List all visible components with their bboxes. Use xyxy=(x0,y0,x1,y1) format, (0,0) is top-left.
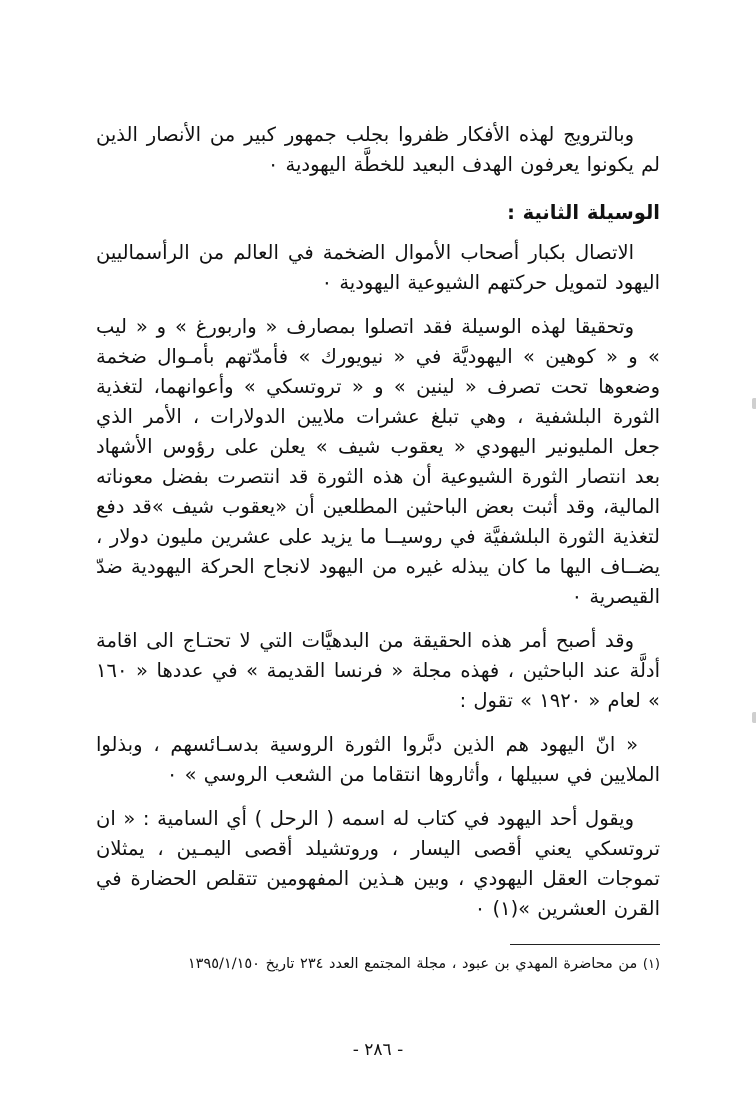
footnote-divider xyxy=(510,944,660,945)
page-edge-mark-bottom xyxy=(752,712,756,723)
blockquote-magazine: « انّ اليهود هم الذين دبَّروا الثورة الروسية بدسـائسهم ، وبذلوا الملايين في سبيلها ، وأثاروها انتقاما من الشعب الروسي » ٠ xyxy=(96,733,660,786)
footnote xyxy=(96,953,660,976)
section-heading-second-means: الوسيلة الثانية : xyxy=(507,201,660,224)
paragraph-banks-funding: وتحقيقا لهذه الوسيلة فقد اتصلوا بمصارف « واربورغ » و « ليب » و « كوهين » اليهوديَّة في « نيويورك » فأمدّتهم بأمـوال ضخمة وضعوها تحت تصرف « لينين » و « تروتسكي » وأعوانهما، لتغذية الثورة البلشفية ، وهي تبلغ عشرات ملايين الدولارات ، الأمر الذي جعل المليونير اليهودي « يعقوب شيف » يعلن على رؤوس الأشهاد بعد انتصار الثورة الشيوعية أن هذه الثورة قد انتصرت بفضل معوناته المالية، وقد أثبت بعض الباحثين المطلعين أن «يعقوب شيف »قد دفع لتغذية الثورة البلشفيَّة في روسيــا ما يزيد على عشرين مليون دولار ، يضــاف اليها ما كان يبذله غيره من اليهود لانجاح الحركة اليهودية ضدّ القيصرية ٠ xyxy=(96,315,660,608)
body-text xyxy=(96,120,660,976)
paragraph-intro: وبالترويج لهذه الأفكار ظفروا بجلب جمهور كبير من الأنصار الذين لم يكونوا يعرفون الهدف البعيد للخطَّة اليهودية ٠ xyxy=(96,123,660,176)
page-edge-mark-top xyxy=(752,398,756,409)
footnote-marker: (١) xyxy=(642,957,660,972)
footnote-text: من محاضرة المهدي بن عبود ، مجلة المجتمع العدد ٢٣٤ تاريخ ١٣٩٥/١/١٥٠ xyxy=(187,956,638,972)
page-number: - ٢٨٦ - xyxy=(352,1040,404,1060)
paragraph-book-quote: ويقول أحد اليهود في كتاب له اسمه ( الرحل ) أي السامية : « ان تروتسكي يعني أقصى اليسار ، وروتشيلد أقصى اليمـين ، يمثلان تموجات العقل اليهودي ، وبين هـذين المفهومين تتقلص الحضارة في القرن العشرين »(١) ٠ xyxy=(96,807,660,920)
paragraph-contact-capitalists: الاتصال بكبار أصحاب الأموال الضخمة في العالم من الرأسماليين اليهود لتمويل حركتهم الشيوعية اليهودية ٠ xyxy=(96,241,660,294)
paragraph-magazine-reference: وقد أصبح أمر هذه الحقيقة من البدهيَّات التي لا تحتـاج الى اقامة أدلَّة عند الباحثين ، فهذه مجلة « فرنسا القديمة » في عددها « ١٦٠ » لعام « ١٩٢٠ » تقول : xyxy=(96,629,660,712)
